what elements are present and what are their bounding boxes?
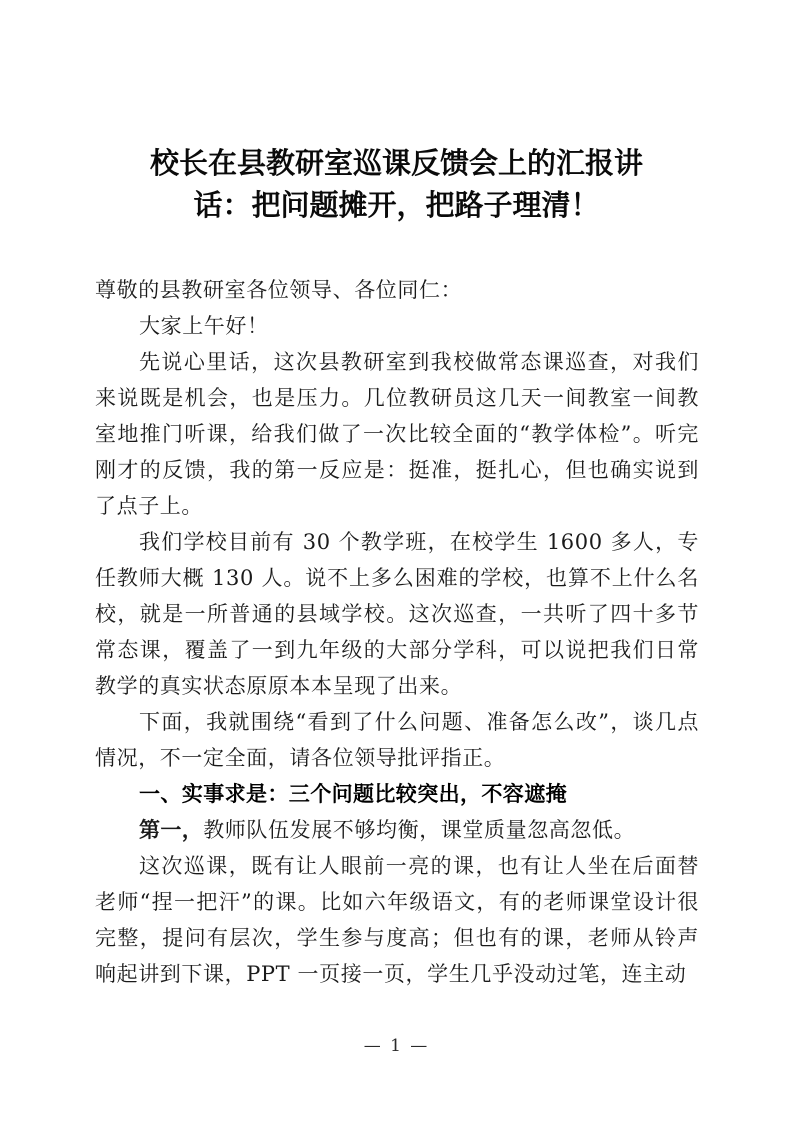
document-title-line-2: 话：把问题摊开，把路子理清！ xyxy=(193,188,600,222)
paragraph-3: 下面，我就围绕“看到了什么问题、准备怎么改”，谈几点情况，不一定全面，请各位领导批评指正。 xyxy=(95,710,699,770)
salutation: 尊敬的县教研室各位领导、各位同仁： xyxy=(95,278,463,302)
paragraph-1: 先说心里话，这次县教研室到我校做常态课巡查，对我们来说既是机会，也是压力。几位教研员这几天一间教室一间教室地推门听课，给我们做了一次比较全面的“教学体检”。听完刚才的反馈，我的第一反应是：挺准，挺扎心，但也确实说到了点子上。 xyxy=(95,350,699,518)
paragraph-2: 我们学校目前有 30 个教学班，在校学生 1600 多人，专任教师大概 130 人。说不上多么困难的学校，也算不上什么名校，就是一所普通的县域学校。这次巡查，一共听了四十多节常态课，覆盖了一到九年级的大部分学科，可以说把我们日常教学的真实状态原原本本呈现了出来。 xyxy=(95,530,699,698)
document-title xyxy=(95,142,698,226)
greeting: 大家上午好！ xyxy=(139,314,269,338)
document-body xyxy=(95,272,699,992)
page-footer: — 1 — xyxy=(363,1036,430,1056)
section-heading-1: 一、实事求是：三个问题比较突出，不容遮掩 xyxy=(139,782,567,806)
point-1-text: 教师队伍发展不够均衡，课堂质量忽高忽低。 xyxy=(203,818,636,842)
document-title-line-1: 校长在县教研室巡课反馈会上的汇报讲 xyxy=(149,146,643,180)
paragraph-4: 这次巡课，既有让人眼前一亮的课，也有让人坐在后面替老师“捏一把汗”的课。比如六年级语文，有的老师课堂设计很完整，提问有层次，学生参与度高；但也有的课，老师从铃声响起讲到下课，PPT 一页接一页，学生几乎没动过笔，连主动 xyxy=(95,854,699,986)
point-1-lead: 第一， xyxy=(139,818,204,842)
point-1 xyxy=(95,812,699,848)
